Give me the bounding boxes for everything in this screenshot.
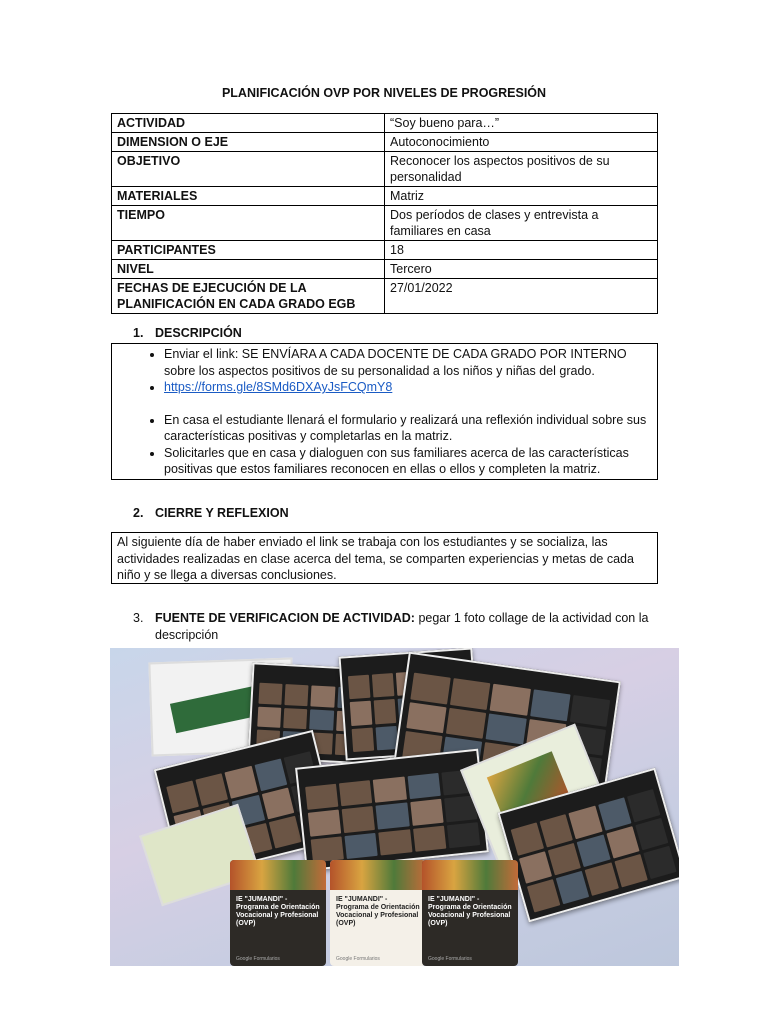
verificacion-text-2: descripción (155, 628, 219, 642)
phone-form-title: IE "JUMANDI" - Programa de Orientación Vocacional y Profesional (OVP) (336, 896, 420, 927)
table-value-cell: 18 (385, 241, 658, 260)
table-value-cell: Autoconocimiento (385, 133, 658, 152)
table-row (112, 260, 658, 279)
table-row (112, 279, 658, 314)
table-key-cell: NIVEL (112, 260, 385, 279)
section-title: FUENTE DE VERIFICACION DE ACTIVIDAD: (155, 611, 415, 625)
activity-photo-collage (110, 648, 679, 966)
list-item (164, 379, 657, 396)
list-item: • Solicitarles que en casa y dialoguen con sus familiares acerca de las características positivas que estos familiares reconocen en ellas o ellos y completen la matriz. (164, 445, 657, 478)
section-title: DESCRIPCIÓN (155, 326, 242, 340)
form-link[interactable]: https://forms.gle/8SMd6DXAyJsFCQmY8 (164, 380, 393, 394)
section-title: CIERRE Y REFLEXION (155, 506, 289, 520)
info-table (111, 113, 658, 314)
table-value-cell: Matriz (385, 187, 658, 206)
form-phone-screenshot (330, 860, 426, 966)
form-phone-screenshot (422, 860, 518, 966)
section-number: 1. (133, 326, 144, 340)
video-call-screenshot (295, 749, 489, 872)
table-key-cell: DIMENSION O EJE (112, 133, 385, 152)
table-key-cell: PARTICIPANTES (112, 241, 385, 260)
section-number: 2. (133, 506, 144, 520)
descripcion-box (111, 343, 658, 480)
table-row (112, 152, 658, 187)
verificacion-heading (133, 610, 653, 644)
phone-form-footer: Google Formularios (336, 956, 380, 962)
section-number: 3. (133, 611, 144, 625)
table-key-cell: MATERIALES (112, 187, 385, 206)
table-row (112, 133, 658, 152)
cierre-text: Al siguiente día de haber enviado el link se trabaja con los estudiantes y se socializa, las actividades realizadas en clase acerca del tema, se comparten experiencias y metas de cada niño y se llega a diversas conclusiones. (117, 535, 634, 582)
cierre-heading (133, 506, 289, 520)
descripcion-heading (133, 326, 242, 340)
table-row (112, 114, 658, 133)
verificacion-text: pegar 1 foto collage de la actividad con la (414, 611, 649, 625)
table-key-cell: TIEMPO (112, 206, 385, 241)
form-phone-screenshot (230, 860, 326, 966)
table-row (112, 206, 658, 241)
table-value-cell: Tercero (385, 260, 658, 279)
table-row (112, 241, 658, 260)
phone-form-footer: Google Formularios (428, 956, 472, 962)
table-value-cell: Dos períodos de clases y entrevista a familiares en casa (385, 206, 658, 241)
cierre-box (111, 532, 658, 584)
table-key-cell: OBJETIVO (112, 152, 385, 187)
phone-form-title: IE "JUMANDI" - Programa de Orientación Vocacional y Profesional (OVP) (428, 896, 512, 927)
descripcion-list (112, 346, 657, 478)
phone-form-title: IE "JUMANDI" - Programa de Orientación Vocacional y Profesional (OVP) (236, 896, 320, 927)
table-value-cell: Reconocer los aspectos positivos de su personalidad (385, 152, 658, 187)
list-item: • Enviar el link: SE ENVÍARA A CADA DOCENTE DE CADA GRADO POR INTERNO sobre los aspectos positivos de su personalidad a los niños y niñas del grado. (164, 346, 657, 379)
list-item: • En casa el estudiante llenará el formulario y realizará una reflexión individual sobre sus características positivas y completarlas en la matriz. (164, 412, 657, 445)
table-key-cell: FECHAS DE EJECUCIÓN DE LA PLANIFICACIÓN EN CADA GRADO EGB (112, 279, 385, 314)
phone-form-footer: Google Formularios (236, 956, 280, 962)
table-value-cell: 27/01/2022 (385, 279, 658, 314)
table-value-cell: “Soy bueno para…” (385, 114, 658, 133)
table-key-cell: ACTIVIDAD (112, 114, 385, 133)
table-row (112, 187, 658, 206)
document-title: PLANIFICACIÓN OVP POR NIVELES DE PROGRESIÓN (221, 86, 547, 100)
